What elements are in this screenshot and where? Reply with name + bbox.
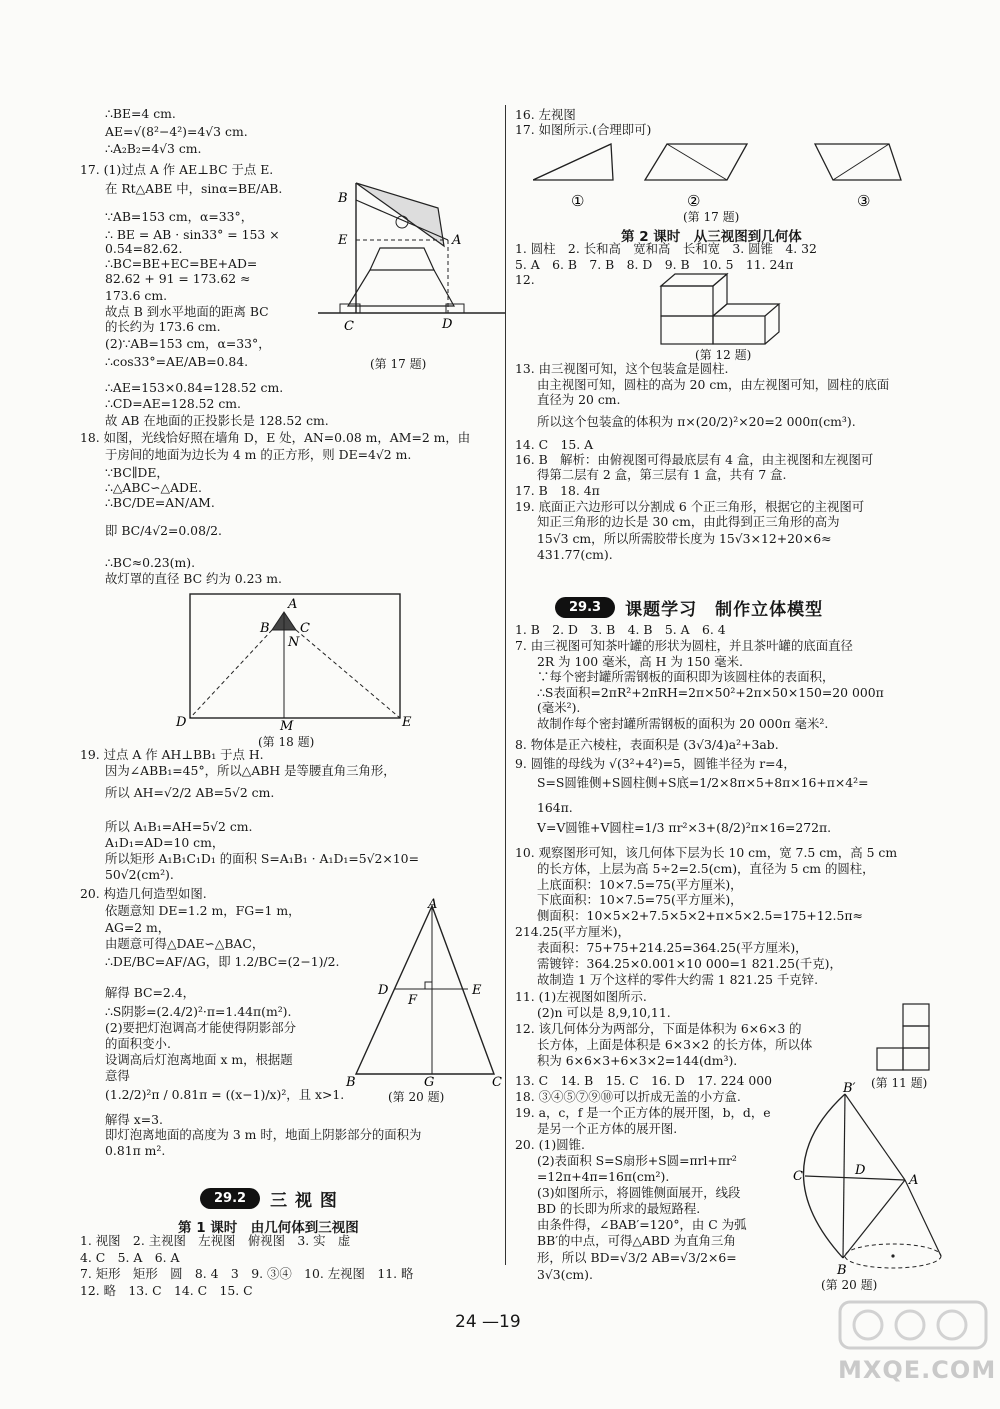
lesson2b-line: 13. 由三视图可知，这个包装盒是圆柱. <box>515 361 729 376</box>
section-29-3-header <box>555 595 823 620</box>
answer-line: A₁D₁=AD=10 cm， <box>105 835 225 850</box>
label-a: A <box>428 898 438 912</box>
figure-11-caption: (第 11 题) <box>871 1076 928 1090</box>
label-e: E <box>402 715 412 730</box>
s293-line: 由条件得，∠BAB′=120°，由 C 为弧 <box>537 1217 747 1232</box>
answer-line: ∵BC∥DE， <box>105 465 169 480</box>
label-e: E <box>472 983 482 998</box>
s293-line: 12. 该几何体分为两部分，下面是体积为 6×6×3 的 <box>515 1021 802 1036</box>
answer-line: 设调高后灯泡离地面 x m，根据题 <box>105 1052 293 1067</box>
lesson2b-line: 17. B 18. 4π <box>515 483 600 498</box>
lesson1-line: 4. C 5. A 6. A <box>80 1249 180 1265</box>
answer-line: 所以 A₁B₁=AH=5√2 cm. <box>105 819 253 834</box>
s293-line: 需镀锌：364.25×0.001×10 000=1 821.25(千克)， <box>537 956 842 971</box>
answer-line: ∴BE=4 cm. <box>105 106 176 121</box>
answer-line: 解得 BC=2.4， <box>105 985 196 1000</box>
shape-label-2: ② <box>687 192 701 210</box>
answer-line: ∴△ABC∽△ADE. <box>105 480 202 495</box>
shape-label-1: ① <box>571 192 585 210</box>
s293-line: 上底面积：10×7.5=75(平方厘米)， <box>537 877 743 892</box>
lesson1-line: 1. 视图 2. 主视图 左视图 俯视图 3. 实 虚 <box>80 1233 351 1248</box>
answer-line: 于房间的地面为边长为 4 m 的正方形，则 DE=4√2 m. <box>105 447 412 462</box>
answer-line: 的面积变小. <box>105 1036 171 1051</box>
column-divider <box>505 105 506 1265</box>
figure-20-triangle <box>344 898 506 1088</box>
label-n: N <box>288 635 300 650</box>
answer-line: 173.6 cm. <box>105 288 168 303</box>
answer-line: 50√2(cm²). <box>105 867 174 882</box>
section-title: 三 视 图 <box>270 1191 338 1211</box>
label-c: C <box>793 1169 803 1184</box>
s293-line: 的长方体，上层为高 5÷2=2.5(cm)，直径为 5 cm 的圆柱， <box>537 861 875 876</box>
answer-line: ∵AB=153 cm，α=33°， <box>105 209 254 224</box>
figure-20-right-caption: (第 20 题) <box>821 1278 878 1292</box>
s293-line: 10. 观察图形可知，该几何体下层为长 10 cm，宽 7.5 cm，高 5 cm <box>515 845 898 860</box>
answer-line: 17. (1)过点 A 作 AE⊥BC 于点 E. <box>80 162 274 177</box>
lesson2b-line: 15√3 cm，所以所需胶带长度为 15√3×12+20×6≈ <box>537 531 832 546</box>
label-b: B <box>338 191 348 206</box>
lesson2a-line: 5. A 6. B 7. B 8. D 9. B 10. 5 11. 24π <box>515 256 794 272</box>
s293-line: 1. B 2. D 3. B 4. B 5. A 6. 4 <box>515 622 726 637</box>
answer-line: 所以 AH=√2/2 AB=5√2 cm. <box>105 785 275 800</box>
lesson2a-line: 12. <box>515 272 535 287</box>
answer-line: 故 AB 在地面的正投影长是 128.52 cm. <box>105 413 329 428</box>
answer-line: 19. 过点 A 作 AH⊥BB₁ 于点 H. <box>80 747 264 762</box>
answer-line: 因为∠ABB₁=45°，所以△ABH 是等腰直角三角形， <box>105 763 396 778</box>
answer-line: ∴cos33°=AE/AB=0.84. <box>105 354 249 369</box>
answer-logo-icon <box>838 1296 988 1352</box>
s293-line: BB′的中点，可得△ABD 为直角三角 <box>537 1233 736 1248</box>
answer-line: ∴A₂B₂=4√3 cm. <box>105 141 202 156</box>
figure-12-caption: (第 12 题) <box>695 348 752 362</box>
answer-line: 所以矩形 A₁B₁C₁D₁ 的面积 S=A₁B₁ · A₁D₁=5√2×10= <box>105 851 419 866</box>
s293-line: 下底面积：10×7.5=75(平方厘米)， <box>537 892 743 907</box>
answer-line: 即 BC/4√2=0.08/2. <box>105 523 222 538</box>
s293-line: 164π. <box>537 800 573 815</box>
s293-line: 故制造 1 万个这样的零件大约需 1 821.25 千克锌. <box>537 972 819 987</box>
answer-line: 即灯泡离地面的高度为 3 m 时，地面上阴影部分的面积为 <box>105 1127 422 1142</box>
s293-line: 是另一个正方体的展开图. <box>537 1121 678 1136</box>
s293-line: 7. 由三视图可知茶叶罐的形状为圆柱，并且茶叶罐的底面直径 <box>515 638 853 653</box>
section-29-2-header <box>200 1186 338 1211</box>
figure-11-left-view <box>875 1000 935 1078</box>
s293-line: 侧面积：10×5×2+7.5×5×2+π×5×2.5=175+12.5π≈ <box>537 908 863 923</box>
s293-line: V=V圆锥+V圆柱=1/3 πr²×3+(8/2)²π×16=272π. <box>537 820 832 835</box>
answer-line: AE=√(8²−4²)=4√3 cm. <box>105 123 248 139</box>
answer-line: 故点 B 到水平地面的距离 BC <box>105 304 269 319</box>
s293-line: 19. a，c，f 是一个正方体的展开图，b，d，e <box>515 1105 771 1120</box>
label-c: C <box>492 1075 502 1088</box>
lesson2b-line: 得第二层有 2 盒，第三层有 1 盒，共有 7 盒. <box>537 467 787 482</box>
right-top-line: 17. 如图所示.(合理即可) <box>515 122 652 137</box>
answer-line: ∴S阴影=(2.4/2)²·π=1.44π(m²). <box>105 1004 292 1019</box>
s293-line: 18. ③④⑤⑦⑨⑩可以折成无盖的小方盒. <box>515 1089 741 1104</box>
figure-18-caption: (第 18 题) <box>258 735 315 749</box>
answer-line: (2)要把灯泡调高才能使得阴影部分 <box>105 1020 297 1035</box>
s293-line: (毫米²). <box>537 700 581 715</box>
lesson2b-line: 由主视图可知，圆柱的高为 20 cm，由左视图可知，圆柱的底面 <box>537 377 890 392</box>
section-title: 课题学习 制作立体模型 <box>625 600 824 620</box>
label-m: M <box>280 719 294 730</box>
section-badge: 29.3 <box>555 597 615 618</box>
figure-20-caption: (第 20 题) <box>388 1090 445 1104</box>
answer-line: ∴CD=AE=128.52 cm. <box>105 396 241 411</box>
answer-line: 解得 x=3. <box>105 1112 163 1127</box>
page-number: 24 —19 <box>455 1312 521 1332</box>
lesson-2-title: 第 2 课时 从三视图到几何体 <box>621 229 802 245</box>
s293-line: 长方体，上面是体积是 6×3×2 的长方体，所以体 <box>537 1037 813 1052</box>
s293-line: (2)表面积 S=S扇形+S圆=πrl+πr² <box>537 1153 737 1168</box>
s293-line: 214.25(平方厘米)， <box>515 924 630 939</box>
s293-line: (2)n 可以是 8,9,10,11. <box>537 1005 671 1020</box>
section-badge: 29.2 <box>200 1188 260 1209</box>
answer-line: AG=2 m， <box>105 920 171 935</box>
label-d: D <box>855 1163 866 1178</box>
answer-line: ∴DE/BC=AF/AG，即 1.2/BC=(2−1)/2. <box>105 954 340 969</box>
answer-line: ∴ BE = AB · sin33° = 153 × <box>105 227 280 242</box>
label-e: E <box>338 233 348 248</box>
watermark: MXQE.COM <box>838 1356 997 1384</box>
s293-line: 形，所以 BD=√3/2 AB=√3/2×6= <box>537 1250 737 1265</box>
label-d: D <box>378 983 389 998</box>
answer-line: 依题意知 DE=1.2 m，FG=1 m， <box>105 903 301 918</box>
lesson1-line: 7. 矩形 矩形 圆 8. 4 3 9. ③④ 10. 左视图 11. 略 <box>80 1266 414 1281</box>
lesson2b-line: 知正三角形的边长是 30 cm，由此得到正三角形的高为 <box>537 514 840 529</box>
lesson2b-line: 16. B 解析：由俯视图可得最底层有 4 盒，由主视图和左视图可 <box>515 452 874 467</box>
figure-20-cone <box>785 1080 945 1276</box>
lesson2b-line: 431.77(cm). <box>537 547 613 562</box>
s293-line: 20. (1)圆锥. <box>515 1137 585 1152</box>
answer-line: 20. 构造几何造型如图. <box>80 886 207 901</box>
s293-line: ∴S表面积=2πR²+2πRH=2π×50²+2π×50×150=20 000π <box>537 685 884 700</box>
answer-line: 82.62 + 91 = 173.62 ≈ <box>105 271 251 286</box>
figure-17-shapes <box>533 140 903 210</box>
s293-line: 故制作每个密封罐所需钢板的面积为 20 000π 毫米². <box>537 716 829 731</box>
answer-line: ∴BC=BE+EC=BE+AD= <box>105 256 258 271</box>
lesson2a-line: 1. 圆柱 2. 长和高 宽和高 长和宽 3. 圆锥 4. 32 <box>515 241 817 256</box>
answer-line: (1.2/2)²π / 0.81π = ((x−1)/x)²，且 x>1. <box>105 1087 345 1102</box>
answer-line: 0.54=82.62. <box>105 241 183 256</box>
label-a: A <box>288 597 298 612</box>
s293-line: (3)如图所示，将圆锥侧面展开，线段 <box>537 1185 741 1200</box>
shape-label-3: ③ <box>857 192 871 210</box>
label-g: G <box>424 1075 435 1088</box>
answer-line: (2)∵AB=153 cm，α=33°， <box>105 336 271 351</box>
lesson2b-line: 所以这个包装盒的体积为 π×(20/2)²×20=2 000π(cm³). <box>537 414 856 429</box>
answer-line: 由题意可得△DAE∽△BAC， <box>105 936 265 951</box>
label-f: F <box>408 993 418 1008</box>
figure-12-boxes <box>657 270 807 348</box>
s293-line: 2R 为 100 毫米，高 H 为 150 毫米. <box>537 654 743 669</box>
s293-line: 9. 圆锥的母线为 √(3²+4²)=5，圆锥半径为 r=4， <box>515 756 796 771</box>
figure-18-room <box>172 592 414 730</box>
figure-17-lamp <box>318 178 508 353</box>
answer-line: 故灯罩的直径 BC 约为 0.23 m. <box>105 571 282 586</box>
s293-line: 表面积：75+75+214.25=364.25(平方厘米)， <box>537 940 808 955</box>
label-c: C <box>344 319 354 334</box>
lesson2b-line: 19. 底面正六边形可以分割成 6 个正三角形，根据它的主视图可 <box>515 499 865 514</box>
label-b: B <box>346 1075 356 1088</box>
label-b-prime: B′ <box>843 1081 856 1096</box>
lesson1-line: 12. 略 13. C 14. C 15. C <box>80 1282 253 1298</box>
answer-line: 的长约为 173.6 cm. <box>105 319 221 334</box>
figure-17-caption: (第 17 题) <box>370 357 427 371</box>
lesson2b-line: 14. C 15. A <box>515 437 594 452</box>
answer-line: 0.81π m². <box>105 1143 166 1158</box>
answer-line: 意得 <box>105 1068 130 1083</box>
s293-line: 8. 物体是正六棱柱，表面积是 (3√3/4)a²+3ab. <box>515 737 779 752</box>
label-b: B <box>837 1263 847 1276</box>
answer-line: ∴BC/DE=AN/AM. <box>105 495 215 510</box>
label-a: A <box>452 233 462 248</box>
label-d: D <box>442 317 453 332</box>
figure-17-right-caption: (第 17 题) <box>683 210 740 224</box>
label-a: A <box>909 1173 919 1188</box>
label-d: D <box>176 715 187 730</box>
answer-line: 18. 如图，光线恰好照在墙角 D，E 处，AN=0.08 m，AM=2 m，由 <box>80 430 471 445</box>
s293-line: 11. (1)左视图如图所示. <box>515 989 647 1004</box>
answer-line: ∴AE=153×0.84=128.52 cm. <box>105 380 284 395</box>
s293-line: BD 的长即为所求的最短路程. <box>537 1201 701 1216</box>
answer-line: 在 Rt△ABE 中，sinα=BE/AB. <box>105 181 283 196</box>
label-b: B <box>260 621 270 636</box>
right-top-line: 16. 左视图 <box>515 107 576 122</box>
s293-line: S=S圆锥侧+S圆柱侧+S底=1/2×8π×5+8π×16+π×4²= <box>537 775 869 790</box>
s293-line: 3√3(cm). <box>537 1267 593 1282</box>
s293-line: 积为 6×6×3+6×3×2=144(dm³). <box>537 1053 738 1068</box>
answer-line: ∴BC≈0.23(m). <box>105 555 196 570</box>
s293-line: 13. C 14. B 15. C 16. D 17. 224 000 <box>515 1073 773 1088</box>
label-c: C <box>300 621 310 636</box>
lesson-1-title: 第 1 课时 由几何体到三视图 <box>178 1220 359 1236</box>
s293-line: =12π+4π=16π(cm²). <box>537 1169 670 1184</box>
s293-line: ∵每个密封罐所需钢板的面积即为该圆柱体的表面积， <box>537 669 835 684</box>
lesson2b-line: 直径为 20 cm. <box>537 392 621 407</box>
